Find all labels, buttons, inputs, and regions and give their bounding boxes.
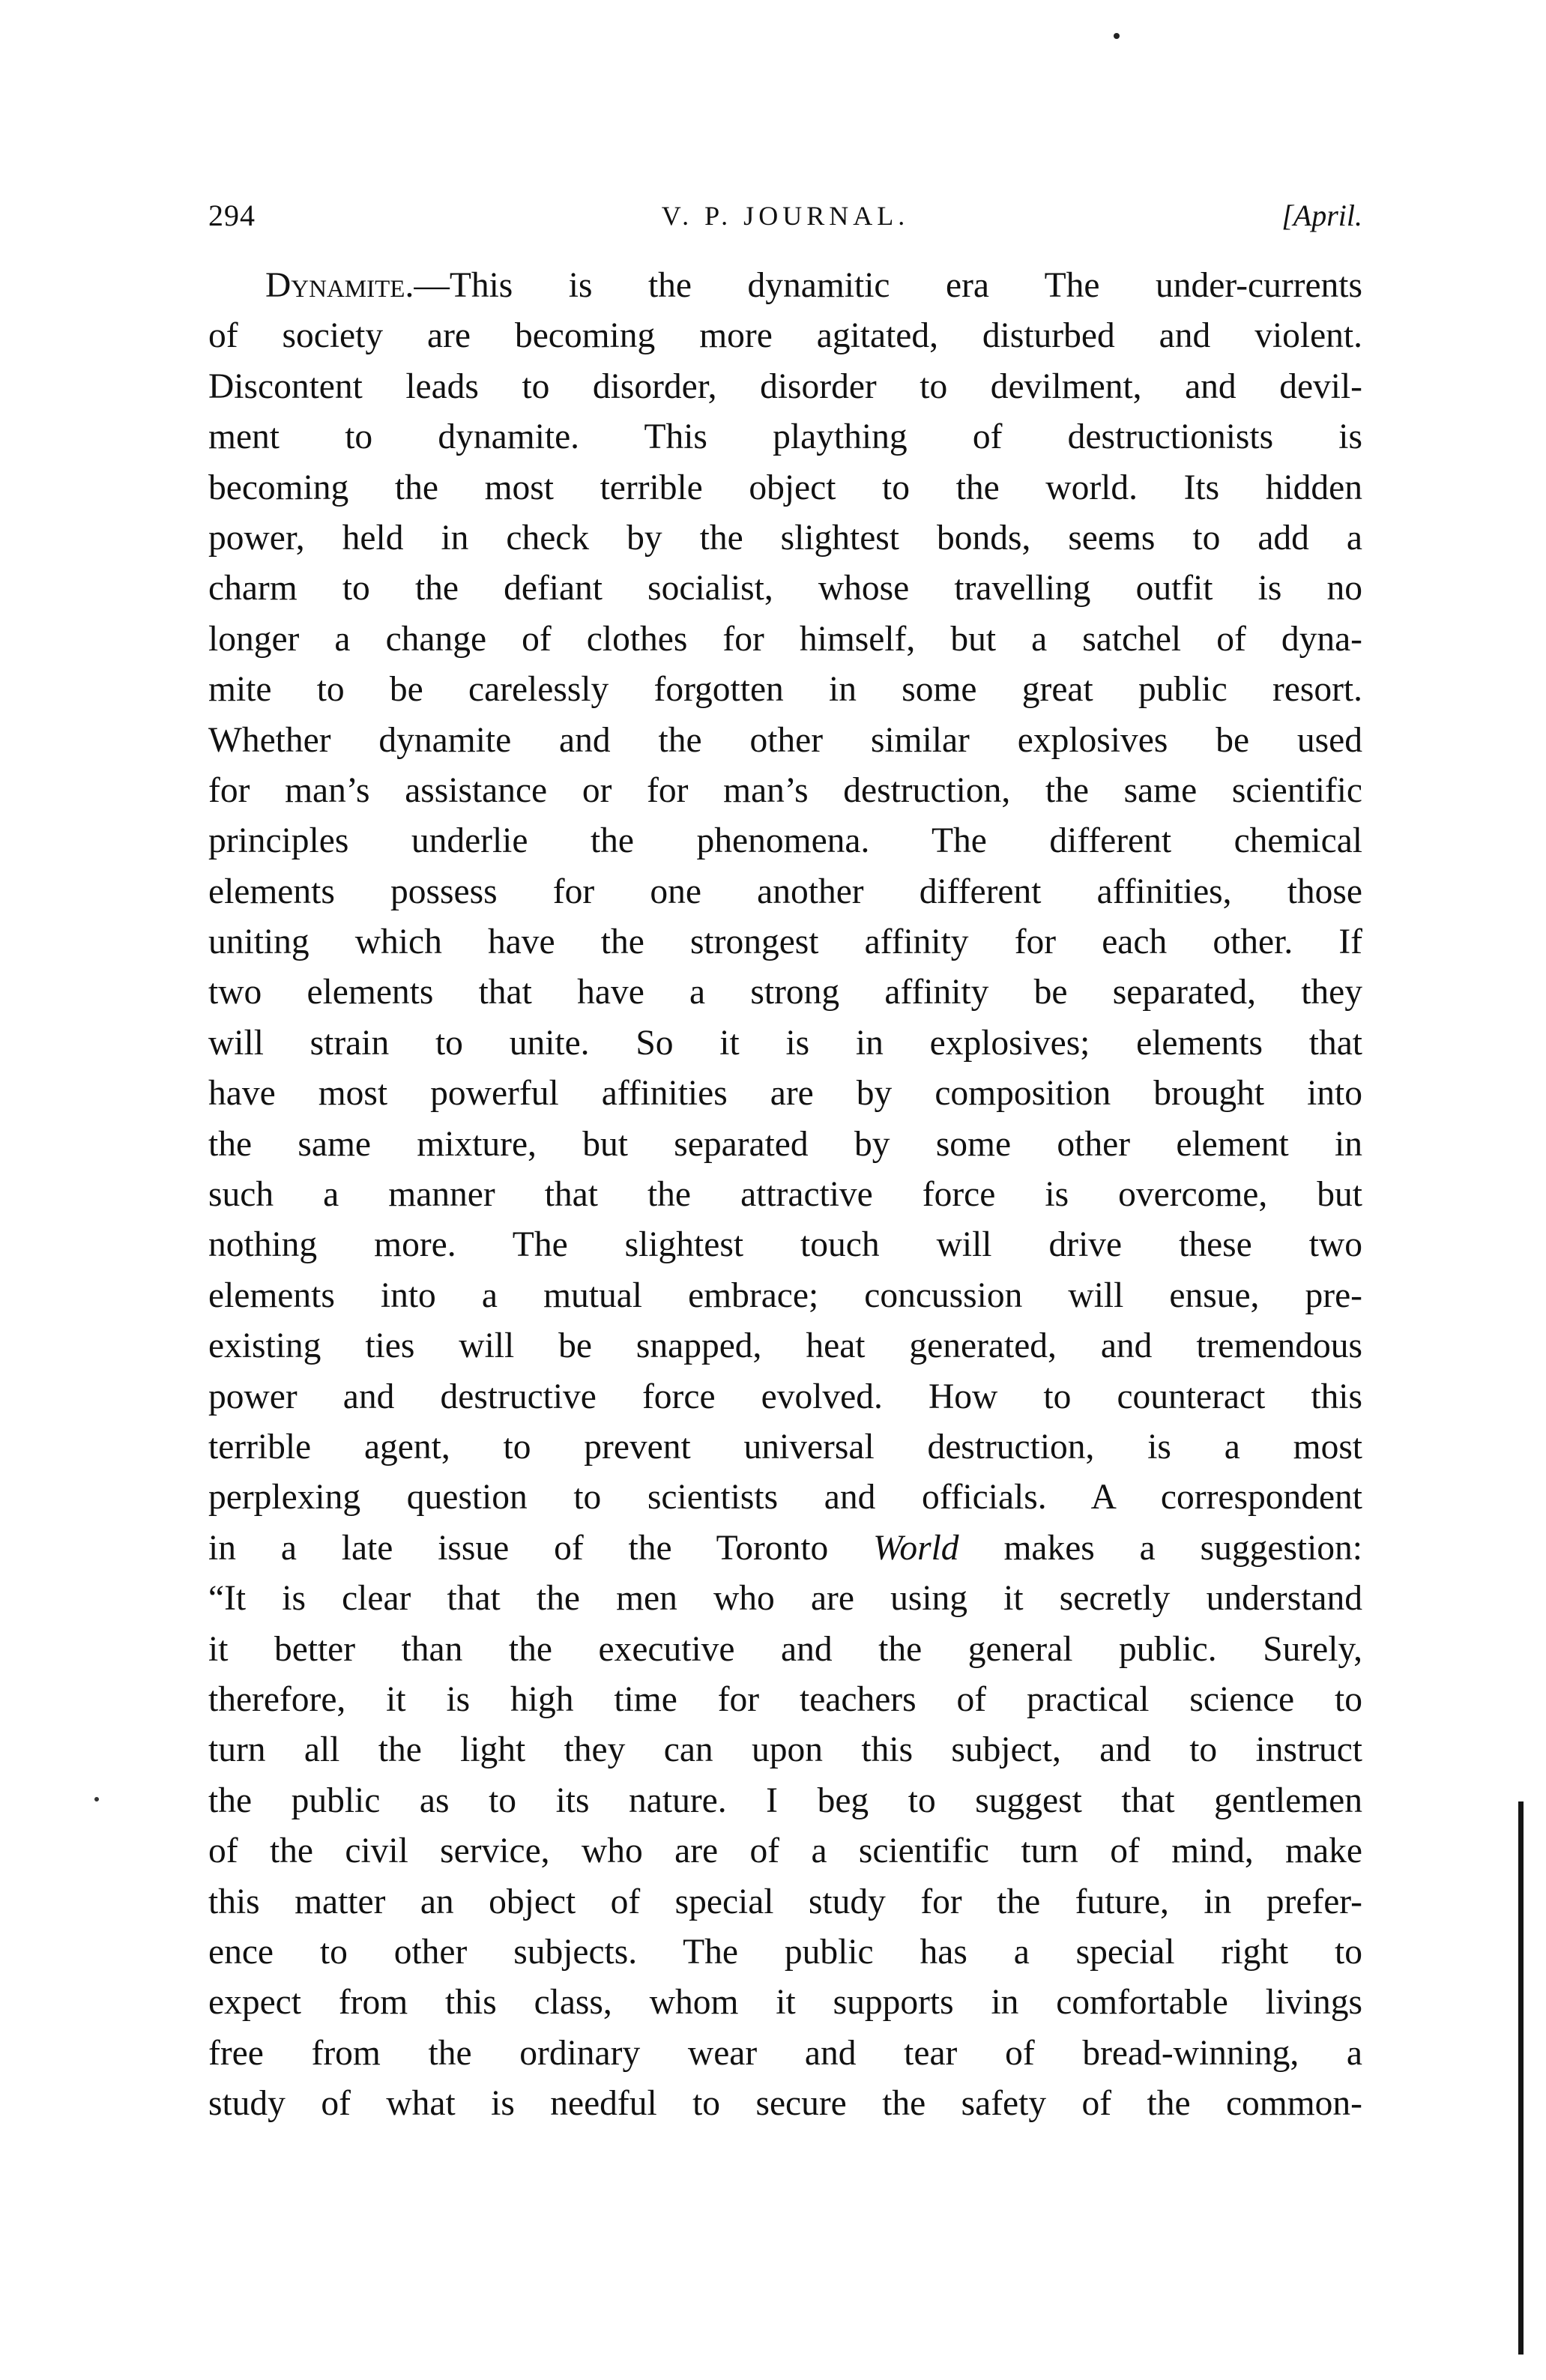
text-line: therefore, it is high time for teachers of practical science to (208, 1679, 1362, 1719)
text-line: Whether dynamite and the other similar explosives be used (208, 720, 1362, 760)
text-line: study of what is needful to secure the safety of the common- (208, 2084, 1362, 2124)
text-line-content: in a late issue of the Toronto (208, 1528, 829, 1568)
text-line: two elements that have a strong affinity be separated, they (208, 973, 1362, 1012)
running-header (208, 193, 1362, 238)
running-title: V. P. JOURNAL. (661, 201, 910, 231)
text-line: the same mixture, but separated by some other element in (208, 1124, 1362, 1164)
text-line (208, 261, 1362, 311)
text-line-content: —This is the dynamitic era The under-currents (414, 266, 1362, 305)
text-line: ence to other subjects. The public has a special right to (208, 1932, 1362, 1972)
text-line: free from the ordinary wear and tear of bread-winning, a (208, 2033, 1362, 2073)
text-line: becoming the most terrible object to the world. Its hidden (208, 468, 1362, 507)
text-line: elements into a mutual embrace; concussion will ensue, pre- (208, 1275, 1362, 1315)
text-line: elements possess for one another different affinities, those (208, 872, 1362, 911)
text-line: uniting which have the strongest affinity for each other. If (208, 922, 1362, 962)
text-line: longer a change of clothes for himself, but a satchel of dyna- (208, 619, 1362, 659)
margin-speck (94, 1797, 99, 1801)
text-line: ment to dynamite. This plaything of destructionists is (208, 417, 1362, 457)
text-line: charm to the defiant socialist, whose travelling outfit is no (208, 569, 1362, 608)
text-line: terrible agent, to prevent universal destruction, is a most (208, 1427, 1362, 1467)
text-line: power, held in check by the slightest bonds, seems to add a (208, 518, 1362, 558)
text-line: nothing more. The slightest touch will drive these two (208, 1225, 1362, 1265)
text-line: Discontent leads to disorder, disorder to devilment, and devil- (208, 366, 1362, 406)
text-line: such a manner that the attractive force is overcome, but (208, 1175, 1362, 1215)
newspaper-title: World (873, 1528, 959, 1568)
page-edge-bar (1518, 1801, 1524, 2355)
article-heading: Dynamite. (265, 266, 414, 305)
text-line: turn all the light they can upon this subject, and to instruct (208, 1730, 1362, 1770)
issue-month: [April. (1281, 199, 1362, 232)
text-line: have most powerful affinities are by composition brought into (208, 1074, 1362, 1114)
text-line: will strain to unite. So it is in explosives; elements that (208, 1023, 1362, 1063)
text-line-content: makes a suggestion: (1003, 1528, 1363, 1568)
text-line: perplexing question to scientists and officials. A correspondent (208, 1478, 1362, 1517)
text-line: mite to be carelessly forgotten in some great public resort. (208, 670, 1362, 710)
ink-speck (1114, 33, 1120, 39)
text-line: for man’s assistance or for man’s destruction, the same scientific (208, 770, 1362, 810)
text-line: of the civil service, who are of a scientific turn of mind, make (208, 1831, 1362, 1871)
article-body (208, 261, 1362, 2129)
text-line: it better than the executive and the general public. Surely, (208, 1629, 1362, 1669)
text-line: expect from this class, whom it supports in comfortable livings (208, 1983, 1362, 2023)
text-line: of society are becoming more agitated, disturbed and violent. (208, 316, 1362, 356)
text-line: the public as to its nature. I beg to suggest that gentlemen (208, 1781, 1362, 1820)
text-line: “It is clear that the men who are using it secretly understand (208, 1579, 1362, 1619)
text-line: this matter an object of special study for the future, in prefer- (208, 1882, 1362, 1921)
text-line (208, 1523, 1362, 1574)
text-line: existing ties will be snapped, heat generated, and tremendous (208, 1326, 1362, 1366)
text-line: power and destructive force evolved. How to counteract this (208, 1377, 1362, 1416)
text-line: principles underlie the phenomena. The different chemical (208, 821, 1362, 861)
page-number: 294 (208, 199, 256, 232)
